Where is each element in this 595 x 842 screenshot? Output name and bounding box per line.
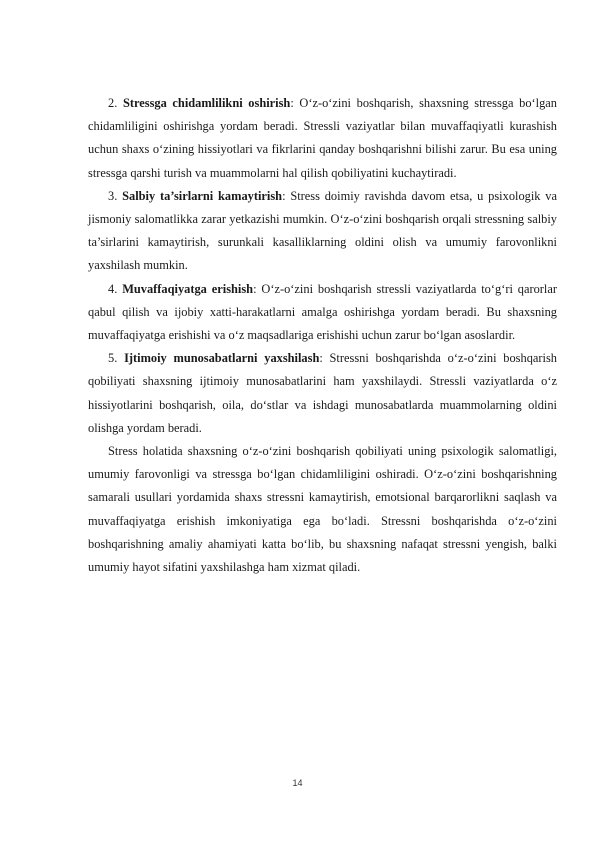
page-number: 14 (292, 778, 303, 788)
item-text: : Stress doimiy ravishda davom etsa, u psixologik va jismoniy salomatlikka zarar yetkazishi mumkin. O‘z-o‘zini boshqarish orqali stressning salbiy ta’sirlarini kamaytirish, surunkali kasalliklarning oldini olish va umumiy farovonlikni yaxshilash mumkin. (88, 188, 557, 273)
list-item-5 (88, 347, 557, 440)
item-text: : O‘z-o‘zini boshqarish, shaxsning stressga bo‘lgan chidamliligini oshirishga yordam beradi. Stressli vaziyatlar bilan muvaffaqiyatli kurashish uchun shaxs o‘zining hissiyotlari va fikrlarini qanday boshqarishni bilishi zarur. Bu esa uning stressga qarshi turish va muammolarni hal qilish qobiliyatini kuchaytiradi. (88, 96, 557, 180)
item-text: : O‘z-o‘zini boshqarish stressli vaziyatlarda to‘g‘ri qarorlar qabul qilish va ijobiy xatti-harakatlarni amalga oshirishga yordam beradi. Bu shaxsning muvaffaqiyatga erishishi va o‘z maqsadlariga erishishi uchun zarur bo‘lgan asoslardir. (88, 281, 557, 343)
item-number: 5. (108, 351, 118, 366)
item-heading: Ijtimoiy munosabatlarni yaxshilash (124, 351, 320, 366)
list-item-2 (88, 92, 557, 185)
item-heading: Stressga chidamlilikni oshirish (122, 96, 291, 110)
item-number: 3. (108, 188, 118, 203)
item-number: 4. (108, 281, 118, 296)
item-heading: Muvaffaqiyatga erishish (122, 281, 254, 296)
list-item-4 (88, 278, 557, 348)
list-item-3 (88, 185, 557, 278)
conclusion-paragraph: Stress holatida shaxsning o‘z-o‘zini boshqarish qobiliyati uning psixologik salomatligi, umumiy farovonligi va stressga bo‘lgan chidamliligini oshiradi. O‘z-o‘zini boshqarishning samarali usullari yordamida shaxs stressni kamaytirish, emotsional barqarorlikni saqlash va muvaffaqiyatga erishish imkoniyatiga ega bo‘ladi. Stressni boshqarishda o‘z-o‘zini boshqarishning amaliy ahamiyati katta bo‘lib, bu shaxsning nafaqat stressni yengish, balki umumiy hayot sifatini yaxshilashga ham xizmat qiladi. (88, 444, 557, 575)
item-text: : Stressni boshqarishda o‘z-o‘zini boshqarish qobiliyati shaxsning ijtimoiy munosabatlarini ham yaxshilaydi. Stressli vaziyatlarda o‘z hissiyotlarini boshqarish, oila, do‘stlar va ishdagi munosabatlarda muammolarning oldini olishga yordam beradi. (88, 351, 557, 435)
item-heading: Salbiy ta’sirlarni kamaytirish (122, 188, 283, 203)
item-number: 2. (108, 96, 118, 110)
page-content (88, 92, 557, 579)
